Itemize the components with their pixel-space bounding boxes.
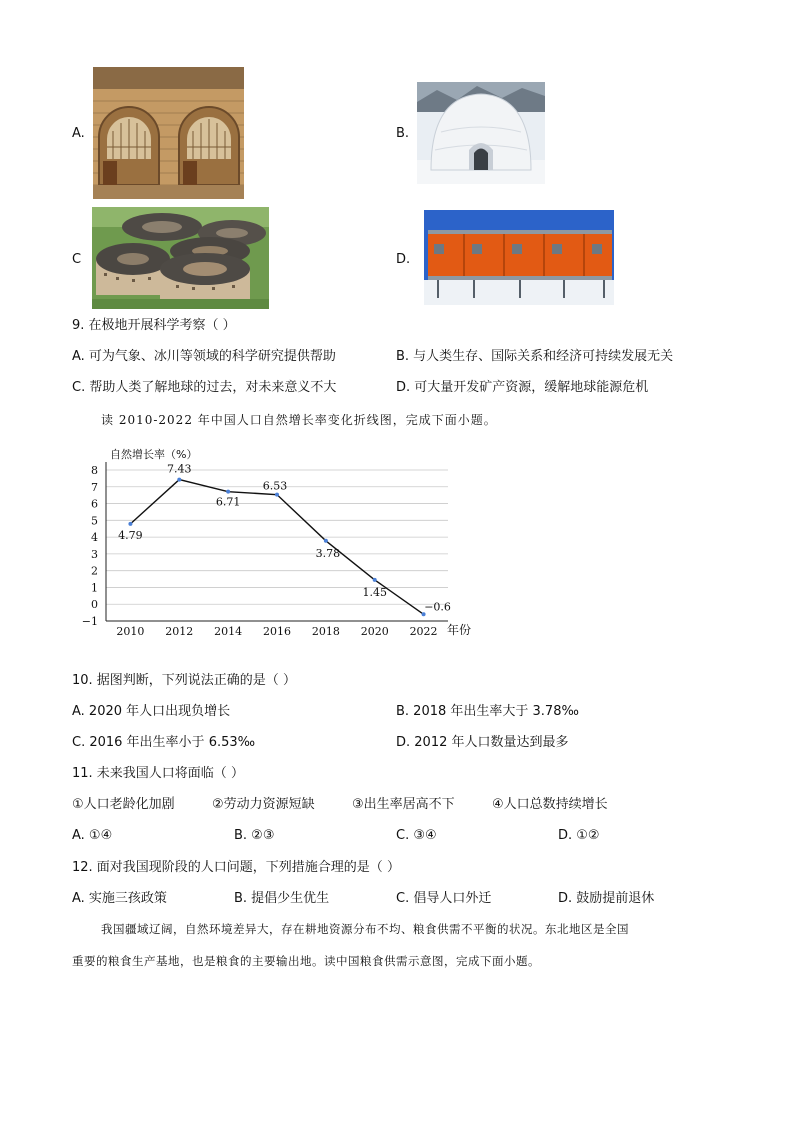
- x-tick-label: 2014: [214, 625, 243, 638]
- q9-option-b[interactable]: B. 与人类生存、国际关系和经济可持续发展无关: [396, 349, 674, 364]
- passage-line-1: 我国疆域辽阔，自然环境差异大，存在耕地资源分布不均、粮食供需不平衡的状况。东北地区是全国: [101, 922, 629, 936]
- data-label: −0.6: [424, 600, 451, 614]
- y-tick-label: 0: [91, 598, 98, 612]
- y-tick-label: 3: [91, 547, 98, 561]
- x-tick-label: 2020: [360, 625, 389, 638]
- q10-option-b[interactable]: B. 2018 年出生率大于 3.78‰: [396, 704, 579, 719]
- data-label: 6.53: [262, 479, 288, 493]
- q11-statement-3: ③出生率居高不下: [352, 797, 455, 812]
- q10-option-d[interactable]: D. 2012 年人口数量达到最多: [396, 735, 569, 750]
- q9-stem: 9. 在极地开展科学考察（ ）: [72, 318, 236, 333]
- q11-option-c[interactable]: C. ③④: [396, 828, 437, 843]
- data-point: [275, 493, 279, 497]
- q11-option-a[interactable]: A. ①④: [72, 828, 113, 843]
- q11-statement-4: ④人口总数持续增长: [492, 797, 608, 812]
- q9-option-d[interactable]: D. 可大量开发矿产资源，缓解地球能源危机: [396, 380, 649, 395]
- passage-line-2: 重要的粮食生产基地，也是粮食的主要输出地。读中国粮食供需示意图，完成下面小题。: [72, 954, 540, 968]
- q9-option-c[interactable]: C. 帮助人类了解地球的过去，对未来意义不大: [72, 380, 337, 395]
- q10-option-a[interactable]: A. 2020 年人口出现负增长: [72, 704, 231, 719]
- q9-option-a[interactable]: A. 可为气象、冰川等领域的科学研究提供帮助: [72, 349, 336, 364]
- y-axis-label: 自然增长率（%）: [110, 448, 198, 461]
- data-label: 7.43: [167, 462, 192, 476]
- data-point: [128, 522, 132, 526]
- q12-option-a[interactable]: A. 实施三孩政策: [72, 891, 167, 906]
- y-tick-label: 4: [91, 531, 98, 545]
- igloo-photo: [417, 82, 545, 184]
- q10-option-c[interactable]: C. 2016 年出生率小于 6.53‰: [72, 735, 256, 750]
- x-tick-label: 2016: [263, 625, 291, 638]
- x-tick-label: 2018: [311, 625, 340, 638]
- y-tick-label: 5: [91, 514, 98, 528]
- data-label: 3.78: [315, 546, 341, 560]
- q11-option-b[interactable]: B. ②③: [234, 828, 275, 843]
- data-label: 6.71: [215, 495, 241, 509]
- x-tick-label: 2010: [116, 625, 145, 638]
- q11-option-d[interactable]: D. ①②: [558, 828, 600, 843]
- q12-option-c[interactable]: C. 倡导人口外迁: [396, 891, 492, 906]
- tulou-photo: [92, 207, 269, 309]
- option-d-letter: D.: [396, 252, 411, 267]
- y-tick-label: 8: [91, 464, 98, 477]
- chart-intro: 读 2010-2022 年中国人口自然增长率变化折线图，完成下面小题。: [101, 413, 497, 427]
- x-tick-label: 2012: [165, 625, 194, 638]
- q10-stem: 10. 据图判断，下列说法正确的是（ ）: [72, 673, 296, 688]
- option-a-letter: A.: [72, 126, 85, 141]
- data-point: [177, 478, 181, 482]
- x-tick-label: 2022: [409, 625, 438, 638]
- y-tick-label: 1: [91, 581, 98, 595]
- x-axis-label: 年份: [447, 623, 472, 637]
- y-tick-label: 2: [91, 564, 98, 578]
- q12-option-d[interactable]: D. 鼓励提前退休: [558, 891, 655, 906]
- y-tick-label: 7: [91, 480, 98, 494]
- data-label: 1.45: [362, 585, 387, 599]
- data-point: [373, 578, 377, 582]
- y-tick-label: −1: [81, 615, 98, 628]
- y-tick-label: 6: [91, 497, 98, 511]
- q11-stem: 11. 未来我国人口将面临（ ）: [72, 766, 244, 781]
- option-c-letter: C: [72, 252, 82, 267]
- population-growth-chart: [80, 440, 490, 640]
- cave-dwelling-photo: [93, 67, 244, 199]
- q11-statement-2: ②劳动力资源短缺: [212, 797, 315, 812]
- q12-stem: 12. 面对我国现阶段的人口问题，下列措施合理的是（ ）: [72, 860, 400, 875]
- option-b-letter: B.: [396, 126, 410, 141]
- q11-statement-1: ①人口老龄化加剧: [72, 797, 175, 812]
- data-label: 4.79: [118, 528, 143, 542]
- data-point: [324, 539, 328, 543]
- q12-option-b[interactable]: B. 提倡少生优生: [234, 891, 330, 906]
- polar-station-photo: [424, 210, 614, 305]
- data-point: [226, 490, 230, 494]
